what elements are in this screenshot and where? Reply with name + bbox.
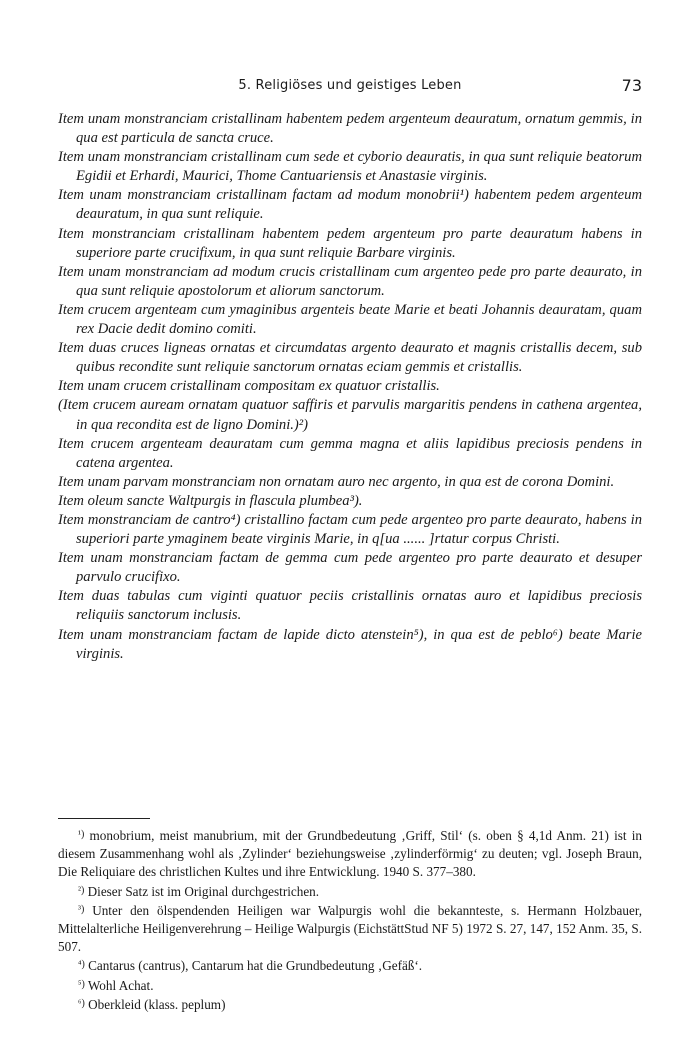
footnote bbox=[58, 976, 642, 995]
inventory-entry: Item unam monstranciam factam de lapide dicto atenstein⁵), in qua est de peblo⁶) beate Marie virginis. bbox=[58, 626, 642, 662]
footnote bbox=[58, 995, 642, 1014]
footnote-number: ⁴) bbox=[78, 959, 85, 971]
inventory-entry: Item duas cruces ligneas ornatas et circumdatas argento deaurato et magnis cristallis decem, sub quibus recondite sunt reliquie sanctorum ornatas eciam gemmis et cristallis. bbox=[58, 340, 642, 376]
footnote-rule bbox=[58, 818, 150, 819]
inventory-entry: (Item crucem auream ornatam quatuor saffiris et parvulis margaritis pendens in cathena argentea, in qua recondita est de ligno Domini.)²) bbox=[58, 397, 642, 433]
footnote-text: Unter den ölspendenden Heiligen war Walpurgis wohl die bekannteste, s. Hermann Holzbauer, Mittelalterliche Heiligenverehrung – Heilige Walpurgis (EichstättStud NF 5) 1972 S. 27, 147, 152 Anm. 35, S. 507. bbox=[58, 902, 642, 955]
footnote-text: monobrium, meist manubrium, mit der Grundbedeutung ‚Griff, Stil‘ (s. oben § 4,1d Anm. 21) ist in diesem Zusammenhang wohl als ‚Zylinder‘ beziehungsweise ‚zylinderförmig‘ zu deuten; vgl. Joseph Braun, Die Reliquiare des christlichen Kultes und ihre Entwicklung. 1940 S. 377–380. bbox=[58, 828, 643, 880]
inventory-entry: Item crucem argenteam cum ymaginibus argenteis beate Marie et beati Johannis deauratam, quam rex Dacie dedit domino comiti. bbox=[58, 301, 642, 338]
footnote-text: Oberkleid (klass. peplum) bbox=[88, 996, 226, 1012]
inventory-entry: Item unam parvam monstranciam non ornatam auro nec argento, in qua est de corona Domini. bbox=[58, 473, 615, 490]
inventory-entry: Item unam crucem cristallinam compositam ex quatuor cristallis. bbox=[58, 378, 440, 395]
footnote-number: ³) bbox=[78, 903, 85, 915]
footnote-number: ¹) bbox=[78, 829, 85, 840]
footnote bbox=[58, 882, 642, 901]
footnote-text: Wohl Achat. bbox=[87, 977, 154, 993]
page-number: 73 bbox=[621, 76, 642, 95]
inventory-entry: Item unam monstranciam factam de gemma cum pede argenteo pro parte deaurato et desuper parvulo crucifixo. bbox=[58, 550, 642, 586]
footnote bbox=[58, 901, 642, 957]
footnote-number: ⁵) bbox=[78, 978, 85, 990]
footnote-number: ⁶) bbox=[78, 997, 85, 1009]
footnotes bbox=[58, 826, 642, 1014]
inventory-entry: Item unam monstranciam cristallinam habentem pedem argenteum deauratum, ornatum gemmis, in qua est particula de sancta cruce. bbox=[58, 111, 642, 147]
inventory-entry: Item monstranciam de cantro⁴) cristallino factam cum pede argenteo pro parte deaurato, habens in superiori parte ymaginem beate virginis Marie, in q[ua ...... ]rtatur corpus Christi. bbox=[58, 511, 642, 548]
inventory-entry: Item duas tabulas cum viginti quatuor peciis cristallinis ornatas auro et lapidibus preciosis reliquiis sanctorum inclusis. bbox=[58, 588, 642, 624]
inventory-entry: Item monstranciam cristallinam habentem pedem argenteum pro parte deauratum habens in superiore parte crucifixum, in qua sunt reliquie Barbare virginis. bbox=[58, 225, 642, 261]
inventory-entry: Item oleum sancte Waltpurgis in flascula plumbea³). bbox=[58, 492, 363, 509]
footnote-text: Cantarus (cantrus), Cantarum hat die Grundbedeutung ‚Gefäß‘. bbox=[88, 958, 423, 974]
footnote-text: Dieser Satz ist im Original durchgestrichen. bbox=[87, 883, 320, 899]
footnote bbox=[58, 826, 642, 882]
page-header bbox=[58, 78, 642, 100]
inventory-entry: Item unam monstranciam ad modum crucis cristallinam cum argenteo pede pro parte deaurato, in qua sunt reliquie apostolorum et aliorum sanctorum. bbox=[58, 263, 642, 299]
footnote bbox=[58, 956, 642, 975]
running-head: 5. Religiöses und geistiges Leben bbox=[238, 78, 462, 93]
inventory-entry: Item crucem argenteam deauratam cum gemma magna et aliis lapidibus preciosis pendens in catena argentea. bbox=[58, 435, 642, 471]
inventory-entry: Item unam monstranciam cristallinam factam ad modum monobrii¹) habentem pedem argenteum deauratum, in qua sunt reliquie. bbox=[58, 187, 642, 223]
inventory-list bbox=[58, 110, 642, 664]
footnote-number: ²) bbox=[78, 884, 85, 896]
inventory-entry: Item unam monstranciam cristallinam cum sede et cyborio deauratis, in qua sunt reliquie beatorum Egidii et Erhardi, Maurici, Thome Cantuariensis et Anastasie virginis. bbox=[58, 149, 642, 185]
